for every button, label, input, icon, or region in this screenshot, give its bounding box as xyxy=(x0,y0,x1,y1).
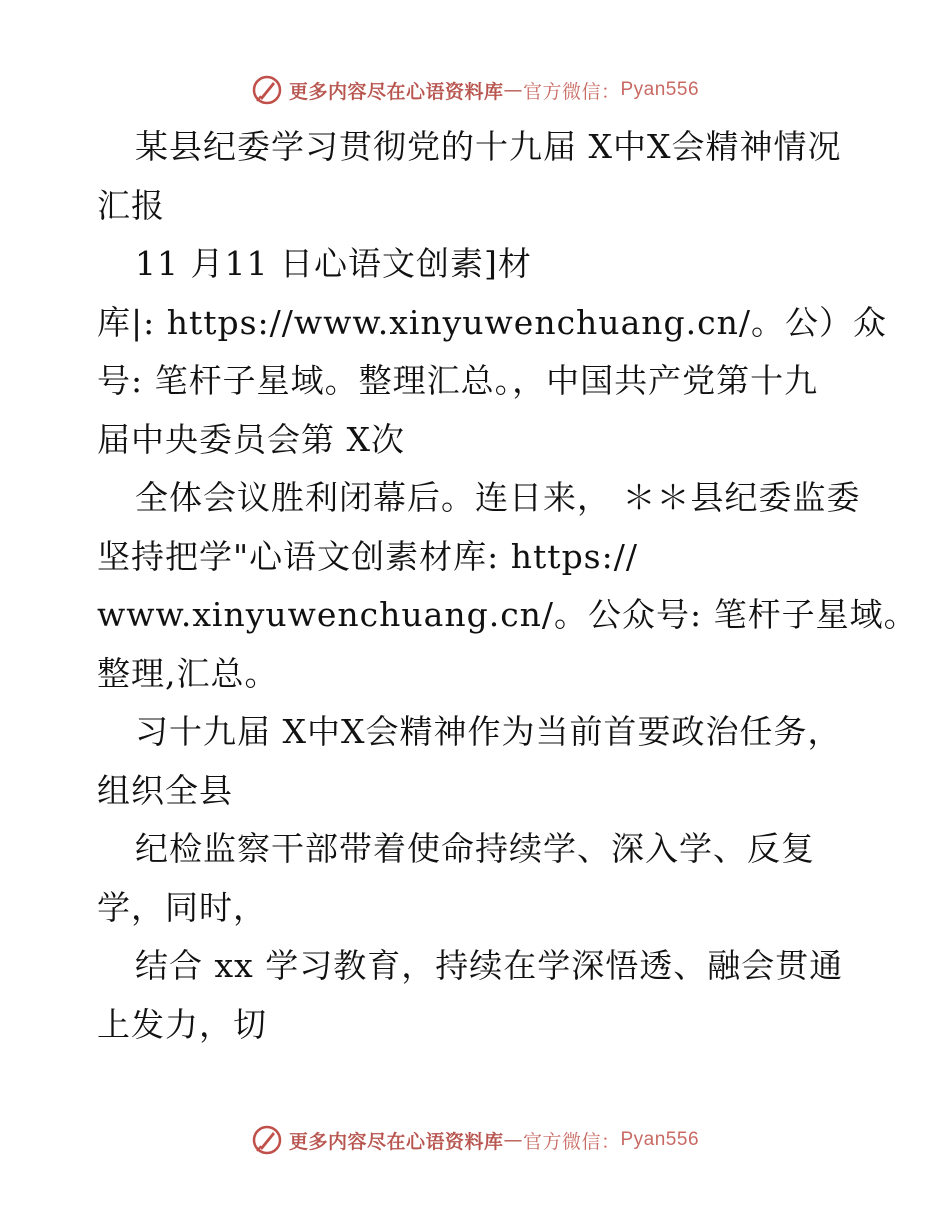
banner-wechat-id: Pyan556 xyxy=(620,79,700,100)
banner-main-text: 更多内容尽在心语资料库 xyxy=(288,1130,504,1153)
document-line: 结合 xx 学习教育，持续在学深悟透、融会贯通 xyxy=(135,946,844,985)
quill-logo-icon xyxy=(251,74,283,106)
document-line: 上发力，切 xyxy=(97,1004,267,1044)
document-line: 汇报 xyxy=(97,185,165,225)
quill-logo-icon xyxy=(251,1124,283,1156)
banner-wechat-label: 官方微信： xyxy=(522,1130,621,1153)
document-line: 届中央委员会第 X次 xyxy=(97,419,405,459)
banner-wechat-id: Pyan556 xyxy=(620,1129,700,1150)
document-line: www.xinyuwenchuang.cn/。公众号: 笔杆子星域。 xyxy=(97,595,918,634)
document-line: 号: 笔杆子星域。整理汇总。，中国共产党第十九 xyxy=(97,361,819,400)
document-line: 11 月11 日心语文创素]材 xyxy=(135,244,532,283)
banner-dash: — xyxy=(503,1129,523,1151)
document-line: 坚持把学"心语文创素材库: https:// xyxy=(97,536,638,576)
banner-dash: — xyxy=(503,79,523,101)
document-line: 纪检监察干部带着使命持续学、深入学、反复 xyxy=(135,829,815,868)
document-line: 组织全县 xyxy=(97,770,233,810)
document-line: 学，同时， xyxy=(97,887,267,927)
document-line: 库|: https://www.xinyuwenchuang.cn/。公）众 xyxy=(97,302,887,342)
document-line: 习十九届 X中X会精神作为当前首要政治任务， xyxy=(135,712,842,751)
banner-wechat-label: 官方微信： xyxy=(522,80,621,103)
footer-banner xyxy=(0,1120,950,1160)
document-line: 整理,汇总。 xyxy=(97,653,279,693)
document-body xyxy=(97,118,918,1054)
banner-main-text: 更多内容尽在心语资料库 xyxy=(288,80,504,103)
document-line: 全体会议胜利闭幕后。连日来， ＊＊县纪委监委 xyxy=(135,478,861,517)
document-line: 某县纪委学习贯彻党的十九届 X中X会精神情况 xyxy=(135,127,842,166)
header-banner xyxy=(0,70,950,110)
